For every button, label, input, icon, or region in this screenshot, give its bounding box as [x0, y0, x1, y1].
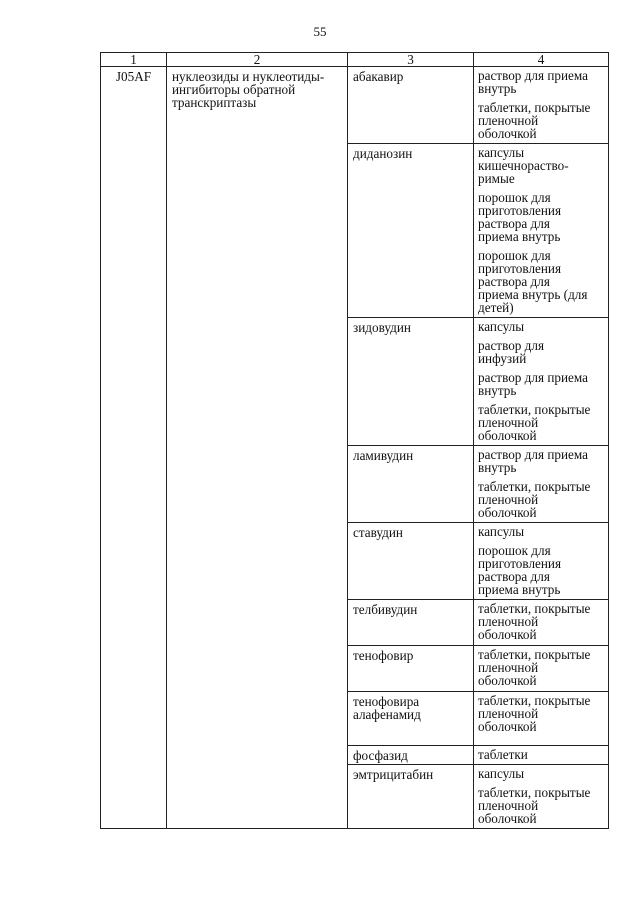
drug-name-line: алафенамид [353, 707, 421, 722]
dosage-form-item [478, 748, 607, 761]
dosage-form-line: оболочкой [478, 505, 537, 520]
dosage-form-line: пленочной [478, 492, 539, 507]
drug-name-cell [348, 600, 474, 646]
dosage-form-line: порошок для [478, 543, 551, 558]
dosage-form-item [478, 602, 607, 641]
dosage-form-line: приема внутрь [478, 582, 561, 597]
dosage-form-line: капсулы [478, 766, 525, 781]
dosage-form-item [478, 320, 607, 333]
drug-name-line: ламивудин [353, 448, 414, 463]
drug-name-line: телбивудин [353, 602, 418, 617]
dosage-form-line: римые [478, 171, 515, 186]
dosage-form-line: раствор для приема [478, 370, 589, 385]
drug-name-line: фосфазид [353, 748, 408, 763]
table-row [101, 67, 609, 144]
dosage-form-item [478, 694, 607, 733]
dosage-forms-cell [474, 746, 609, 765]
dosage-form-line: пленочной [478, 660, 539, 675]
dosage-forms-cell [474, 67, 609, 144]
dosage-forms-cell [474, 600, 609, 646]
dosage-forms-cell [474, 144, 609, 318]
dosage-form-line: детей) [478, 300, 514, 315]
dosage-form-item [478, 767, 607, 780]
dosage-form-item [478, 249, 607, 314]
dosage-form-line: оболочкой [478, 811, 537, 826]
dosage-form-line: внутрь [478, 383, 517, 398]
dosage-form-item [478, 648, 607, 687]
drug-name-line: тенофовир [353, 648, 414, 663]
drug-name-cell [348, 446, 474, 523]
dosage-form-item [478, 403, 607, 442]
table-body [101, 67, 609, 829]
dosage-form-item [478, 544, 607, 596]
drug-table [100, 52, 609, 829]
dosage-form-line: таблетки, покрытые [478, 100, 591, 115]
dosage-form-item [478, 448, 607, 474]
dosage-form-item [478, 371, 607, 397]
dosage-form-item [478, 191, 607, 243]
dosage-form-item [478, 480, 607, 519]
drug-name-line: абакавир [353, 69, 404, 84]
drug-name-cell [348, 692, 474, 746]
dosage-form-line: приема внутрь [478, 229, 561, 244]
drug-name-line: тенофовира [353, 694, 420, 709]
drug-name-line: ставудин [353, 525, 403, 540]
dosage-form-line: раствор для приема [478, 447, 589, 462]
dosage-form-line: капсулы [478, 145, 525, 160]
dosage-form-line: таблетки, покрытые [478, 785, 591, 800]
dosage-form-line: пленочной [478, 614, 539, 629]
dosage-form-line: кишечнораство- [478, 158, 569, 173]
dosage-form-line: внутрь [478, 81, 517, 96]
dosage-form-line: приема внутрь (для [478, 287, 588, 302]
dosage-form-item [478, 101, 607, 140]
drug-name-cell [348, 523, 474, 600]
drug-name-cell [348, 646, 474, 692]
dosage-form-line: таблетки, покрытые [478, 647, 591, 662]
column-header-1: 1 [101, 53, 167, 67]
dosage-form-line: раствор для приема [478, 68, 589, 83]
atc-code-cell: J05AF [101, 67, 167, 829]
dosage-form-line: раствора для [478, 274, 550, 289]
dosage-form-line: инфузий [478, 351, 527, 366]
dosage-form-item [478, 525, 607, 538]
dosage-form-line: пленочной [478, 706, 539, 721]
dosage-forms-cell [474, 446, 609, 523]
dosage-form-line: оболочкой [478, 627, 537, 642]
dosage-form-line: оболочкой [478, 428, 537, 443]
dosage-form-item [478, 146, 607, 185]
drug-name-cell [348, 144, 474, 318]
dosage-forms-cell [474, 523, 609, 600]
column-header-3: 3 [348, 53, 474, 67]
drug-name-line: зидовудин [353, 320, 411, 335]
dosage-form-item [478, 69, 607, 95]
dosage-form-line: таблетки, покрытые [478, 693, 591, 708]
dosage-form-line: капсулы [478, 524, 525, 539]
header-row [101, 53, 609, 67]
drug-name-cell [348, 318, 474, 446]
dosage-form-line: пленочной [478, 798, 539, 813]
dosage-form-line: таблетки [478, 747, 528, 762]
dosage-form-line: таблетки, покрытые [478, 601, 591, 616]
dosage-form-line: капсулы [478, 319, 525, 334]
drug-name-line: диданозин [353, 146, 413, 161]
dosage-form-line: оболочкой [478, 719, 537, 734]
dosage-form-line: пленочной [478, 415, 539, 430]
drug-name-cell [348, 67, 474, 144]
dosage-form-item [478, 339, 607, 365]
group-name-line: ингибиторы обратной [172, 82, 296, 97]
drug-name-line: эмтрицитабин [353, 767, 434, 782]
column-header-4: 4 [474, 53, 609, 67]
dosage-forms-cell [474, 646, 609, 692]
group-name-line: нуклеозиды и нуклеотиды- [172, 69, 325, 84]
dosage-forms-cell [474, 318, 609, 446]
column-header-2: 2 [167, 53, 348, 67]
dosage-form-line: приготовления [478, 556, 562, 571]
dosage-form-line: оболочкой [478, 673, 537, 688]
dosage-form-line: оболочкой [478, 126, 537, 141]
dosage-form-line: таблетки, покрытые [478, 402, 591, 417]
dosage-form-line: приготовления [478, 203, 562, 218]
dosage-forms-cell [474, 692, 609, 746]
page-number: 55 [313, 24, 327, 39]
drug-name-cell [348, 765, 474, 829]
dosage-form-line: внутрь [478, 460, 517, 475]
drug-group-cell [167, 67, 348, 829]
drug-name-cell [348, 746, 474, 765]
dosage-forms-cell [474, 765, 609, 829]
dosage-form-line: раствора для [478, 569, 550, 584]
dosage-form-line: таблетки, покрытые [478, 479, 591, 494]
dosage-form-line: раствор для [478, 338, 545, 353]
group-name-line: транскриптазы [172, 95, 257, 110]
dosage-form-item [478, 786, 607, 825]
dosage-form-line: порошок для [478, 190, 551, 205]
dosage-form-line: пленочной [478, 113, 539, 128]
dosage-form-line: приготовления [478, 261, 562, 276]
dosage-form-line: порошок для [478, 248, 551, 263]
dosage-form-line: раствора для [478, 216, 550, 231]
